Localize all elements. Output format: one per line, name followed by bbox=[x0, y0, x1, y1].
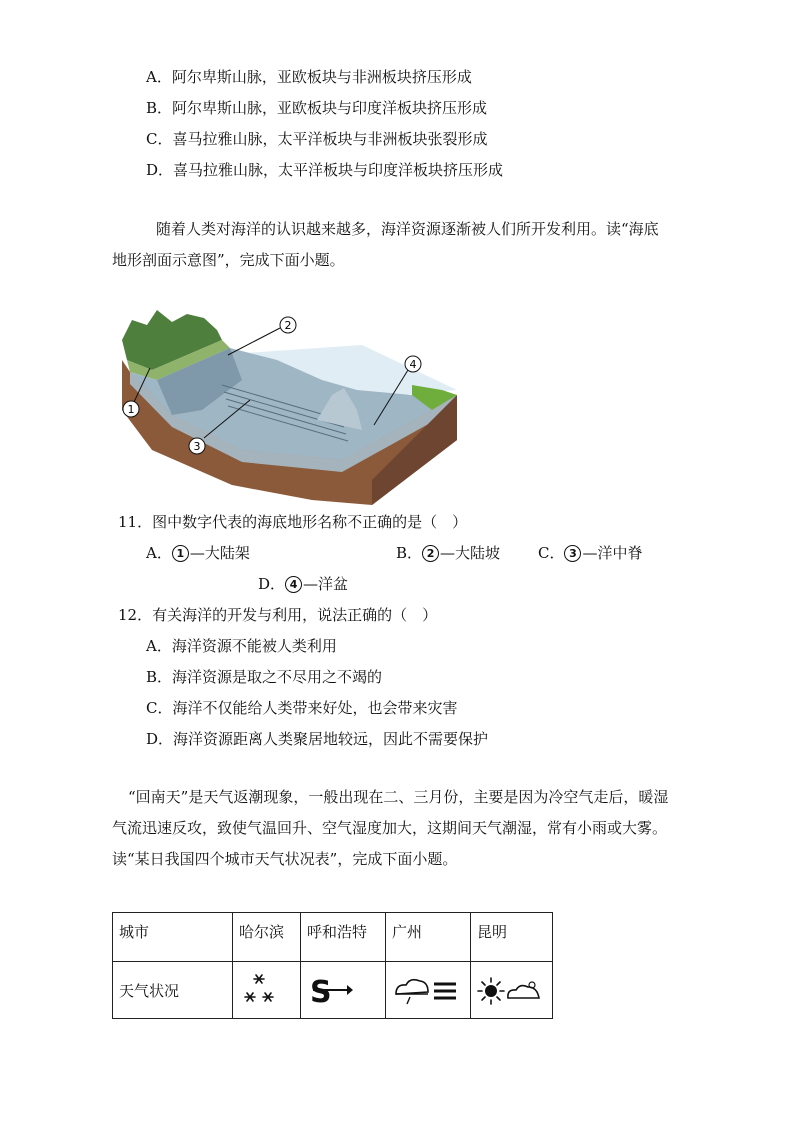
svg-text:S: S bbox=[310, 975, 332, 1010]
q11-option-a: A． 1 —大陆架 bbox=[146, 544, 250, 562]
header-cell-hohhot: 呼和浩特 bbox=[301, 913, 386, 962]
cell-guangzhou-weather bbox=[386, 962, 471, 1019]
q11-option-c: C． 3 —洋中脊 bbox=[538, 544, 643, 562]
figure-label-1: 1 bbox=[127, 403, 135, 416]
seafloor-profile-figure bbox=[112, 300, 462, 505]
cell-kunming-weather bbox=[471, 962, 553, 1019]
q10-option-d: D．喜马拉雅山脉，太平洋板块与印度洋板块挤压形成 bbox=[146, 161, 504, 179]
q10-option-b: B．阿尔卑斯山脉，亚欧板块与印度洋板块挤压形成 bbox=[146, 99, 488, 117]
light-rain-fog-icon bbox=[392, 970, 460, 1010]
figure-label-4: 4 bbox=[409, 358, 417, 371]
q11-option-b: B． 2 —大陆坡 bbox=[396, 544, 501, 562]
sunny-to-cloudy-icon bbox=[477, 970, 543, 1010]
row-label-weather: 天气状况 bbox=[113, 962, 233, 1019]
figure-label-2: 2 bbox=[284, 319, 292, 332]
header-cell-harbin: 哈尔滨 bbox=[233, 913, 301, 962]
q11-stem: 11．图中数字代表的海底地形名称不正确的是（ ） bbox=[118, 513, 468, 531]
header-cell-guangzhou: 广州 bbox=[386, 913, 471, 962]
q10-option-c: C．喜马拉雅山脉，太平洋板块与非洲板块张裂形成 bbox=[146, 130, 488, 148]
ocean-intro-paragraph: 随着人类对海洋的认识越来越多，海洋资源逐渐被人们所开发利用。读“海底地形剖面示意图”，完成下面小题。 bbox=[112, 220, 659, 269]
header-cell-city: 城市 bbox=[113, 913, 233, 962]
cell-harbin-weather bbox=[233, 962, 301, 1019]
q12-option-b: B．海洋资源是取之不尽用之不竭的 bbox=[146, 668, 383, 686]
weather-table-status-row bbox=[113, 962, 553, 1019]
q10-option-a: A．阿尔卑斯山脉，亚欧板块与非洲板块挤压形成 bbox=[146, 68, 472, 86]
q12-stem: 12．有关海洋的开发与利用，说法正确的（ ） bbox=[118, 606, 438, 624]
weather-intro-paragraph: “回南天”是天气返潮现象，一般出现在二、三月份，主要是因为冷空气走后，暖湿气流迅速反攻，致使气温回升、空气湿度加大，这期间天气潮湿，常有小雨或大雾。读“某日我国四个城市天气状况表”，完成下面小题。 bbox=[112, 788, 669, 868]
q11-option-d: D． 4 —洋盆 bbox=[258, 575, 349, 593]
q12-option-a: A．海洋资源不能被人类利用 bbox=[146, 637, 337, 655]
sandstorm-icon bbox=[307, 970, 353, 1010]
weather-table-header-row bbox=[113, 913, 553, 962]
cell-hohhot-weather bbox=[301, 962, 386, 1019]
header-cell-kunming: 昆明 bbox=[471, 913, 553, 962]
weather-table bbox=[112, 912, 553, 1019]
q12-option-c: C．海洋不仅能给人类带来好处，也会带来灾害 bbox=[146, 699, 458, 717]
snow-icon bbox=[239, 970, 279, 1010]
q12-option-d: D．海洋资源距离人类聚居地较远，因此不需要保护 bbox=[146, 730, 489, 748]
figure-label-3: 3 bbox=[193, 440, 201, 453]
